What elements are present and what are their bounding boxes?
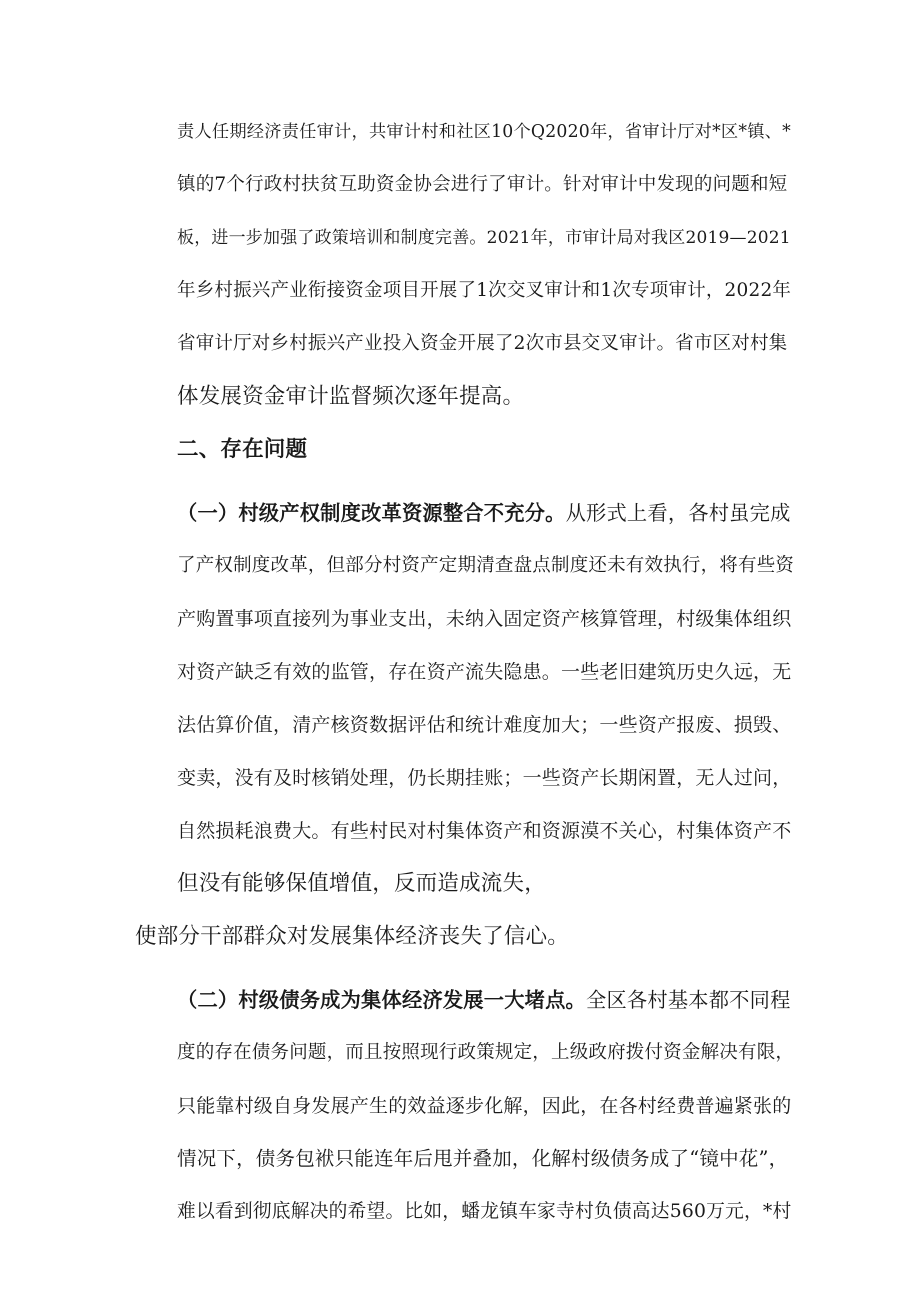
paragraph-line: 度的存在债务问题，而且按照现行政策规定，上级政府拨付资金解决有限， bbox=[177, 1042, 795, 1063]
paragraph-line: 责人任期经济责任审计，共审计村和社区10个Q2020年，省审计厅对*区*镇、* bbox=[177, 122, 791, 142]
section-heading: 二、存在问题 bbox=[177, 437, 308, 462]
issue-title: （二）村级债务成为集体经济发展一大堵点。 bbox=[177, 988, 587, 1012]
paragraph-line: 对资产缺乏有效的监管，存在资产流失隐患。一些老旧建筑历史久远，无 bbox=[177, 661, 792, 683]
paragraph-first-line bbox=[177, 987, 791, 1013]
paragraph-line: 体发展资金审计监督频次逐年提高。 bbox=[177, 384, 525, 409]
paragraph-line: 板，进一步加强了政策培训和制度完善。2021年，市审计局对我区2019—2021 bbox=[177, 228, 791, 248]
paragraph-first-line bbox=[177, 500, 791, 526]
paragraph-line: 省审计厅对乡村振兴产业投入资金开展了2次市县交叉审计。省市区对村集 bbox=[177, 333, 788, 354]
paragraph-line: 自然损耗浪费大。有些村民对村集体资产和资源漠不关心，村集体资产不 bbox=[177, 820, 792, 842]
paragraph-line: 情况下，债务包袱只能连年后甩并叠加，化解村级债务成了“镜中花”， bbox=[177, 1147, 789, 1170]
paragraph-line: 了产权制度改革，但部分村资产定期清查盘点制度还未有效执行，将有些资 bbox=[177, 555, 795, 576]
paragraph-text: 全区各村基本都不同程 bbox=[586, 988, 791, 1012]
issue-title: （一）村级产权制度改革资源整合不充分。 bbox=[177, 501, 566, 525]
paragraph-line: 法估算价值，清产核资数据评估和统计难度加大；一些资产报废、损毁、 bbox=[177, 714, 792, 736]
paragraph-line: 产购置事项直接列为事业支出，未纳入固定资产核算管理，村级集体组织 bbox=[177, 608, 792, 630]
paragraph-line: 难以看到彻底解决的希望。比如，蟠龙镇车家寺村负债高达560万元，*村 bbox=[177, 1201, 792, 1222]
paragraph-line: 只能靠村级自身发展产生的效益逐步化解，因此，在各村经费普遍紧张的 bbox=[177, 1095, 792, 1117]
paragraph-text: 从形式上看，各村虽完成 bbox=[565, 501, 791, 525]
paragraph-line: 镇的7个行政村扶贫互助资金协会进行了审计。针对审计中发现的问题和短 bbox=[177, 174, 788, 195]
paragraph-line: 但没有能够保值增值，反而造成流失， bbox=[177, 871, 546, 896]
paragraph-line: 变卖，没有及时核销处理，仍长期挂账；一些资产长期闲置，无人过问， bbox=[177, 767, 792, 789]
paragraph-line: 使部分干部群众对发展集体经济丧失了信心。 bbox=[135, 924, 570, 949]
paragraph-line: 年乡村振兴产业衔接资金项目开展了1次交叉审计和1次专项审计，2022年 bbox=[177, 280, 792, 301]
